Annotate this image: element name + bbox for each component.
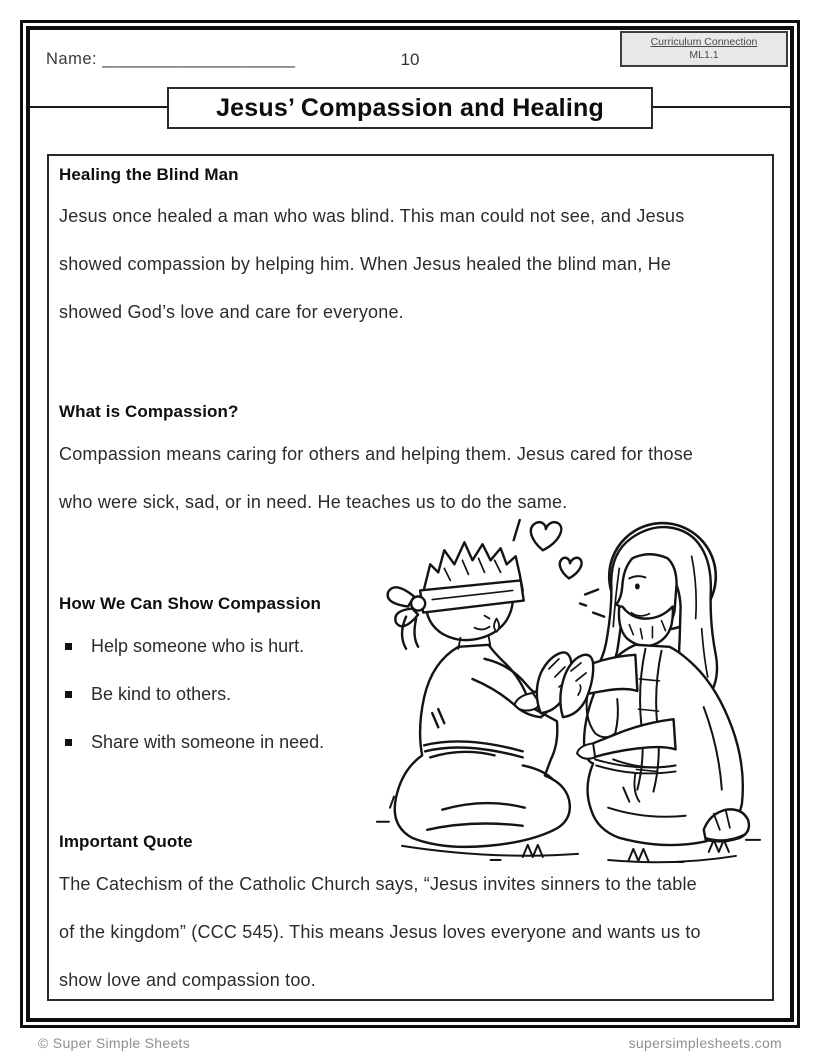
paragraph-line: showed compassion by helping him. When Jesus healed the blind man, He — [59, 254, 672, 274]
page-title: Jesus’ Compassion and Healing — [216, 93, 604, 122]
curriculum-connection-code: ML1.1 — [689, 49, 719, 61]
bullet-item — [59, 718, 399, 766]
page-inner-border — [26, 26, 794, 1022]
section-heading-important-quote: Important Quote — [59, 832, 193, 851]
compassion-bullet-list — [59, 622, 399, 766]
section-heading-what-is-compassion: What is Compassion? — [59, 402, 239, 421]
section-heading-healing: Healing the Blind Man — [59, 165, 239, 184]
section-heading-show-compassion: How We Can Show Compassion — [59, 594, 322, 613]
boy-hands — [537, 652, 593, 717]
paragraph-line: Jesus once healed a man who was blind. This man could not see, and Jesus — [59, 206, 685, 226]
bullet-text: Help someone who is hurt. — [91, 636, 305, 656]
page-number: 10 — [400, 50, 420, 69]
bullet-square-icon — [65, 691, 72, 698]
bullet-square-icon — [65, 739, 72, 746]
name-label: Name: — [46, 50, 98, 68]
paragraph-line: who were sick, sad, or in need. He teaches us to do the same. — [59, 492, 568, 512]
jesus-healing-illustration — [371, 506, 775, 868]
bullet-text: Be kind to others. — [91, 684, 232, 704]
sweat-drop-icon — [494, 619, 499, 632]
paragraph-line: Compassion means caring for others and helping them. Jesus cared for those — [59, 444, 694, 464]
bullet-item — [59, 622, 399, 670]
footer-website: supersimplesheets.com — [628, 1035, 782, 1051]
footer-copyright: © Super Simple Sheets — [38, 1035, 191, 1051]
paragraph-line: showed God’s love and care for everyone. — [59, 302, 404, 322]
paragraph-line: show love and compassion too. — [59, 970, 316, 990]
content-box — [47, 154, 774, 1001]
curriculum-connection-box — [620, 31, 788, 67]
hearts-icon — [514, 520, 605, 617]
bullet-item — [59, 670, 399, 718]
name-blank-line[interactable]: _____________________ — [102, 50, 295, 68]
curriculum-connection-title: Curriculum Connection — [650, 35, 758, 48]
paragraph-line: The Catechism of the Catholic Church says, “Jesus invites sinners to the table — [59, 874, 697, 894]
bullet-square-icon — [65, 643, 72, 650]
worksheet-page — [20, 20, 800, 1028]
paragraph-line: of the kingdom” (CCC 545). This means Jesus loves everyone and wants us to — [59, 922, 701, 942]
paragraph-important-quote — [59, 860, 769, 1004]
title-box — [167, 87, 653, 129]
paragraph-healing — [59, 192, 769, 336]
bullet-text: Share with someone in need. — [91, 732, 325, 752]
